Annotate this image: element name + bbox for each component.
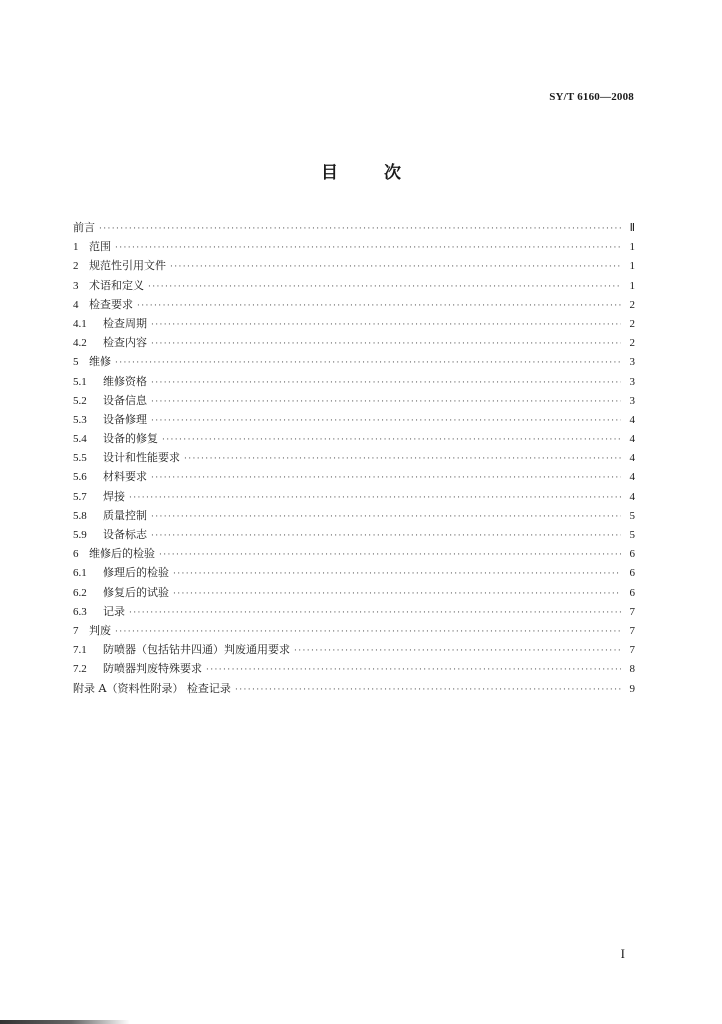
toc-entry-1[interactable] <box>73 237 635 256</box>
toc-label: 检查内容 <box>103 336 147 350</box>
toc-page: 6 <box>629 548 635 561</box>
toc-entry-4[interactable] <box>73 295 635 314</box>
toc-entry-7-1[interactable] <box>73 640 635 659</box>
toc-label: 规范性引用文件 <box>89 259 166 273</box>
toc-label: 记录 <box>103 604 125 618</box>
toc-number: 6.2 <box>73 586 87 599</box>
toc-label: 焊接 <box>103 489 125 503</box>
toc-number: 5.3 <box>73 413 87 426</box>
toc-label: 材料要求 <box>103 470 147 484</box>
toc-number: 5.5 <box>73 452 87 465</box>
toc-number: 7.1 <box>73 644 87 657</box>
toc-number: 4.2 <box>73 337 87 350</box>
toc-leader <box>173 565 621 584</box>
toc-entry-5-6[interactable] <box>73 467 635 486</box>
toc-page: 1 <box>629 279 635 292</box>
toc-number: 5.4 <box>73 433 87 446</box>
toc-leader <box>137 297 621 316</box>
toc-leader <box>173 585 621 604</box>
toc-entry-6-3[interactable] <box>73 602 635 621</box>
toc-page: 2 <box>629 298 635 311</box>
toc-leader <box>115 354 621 373</box>
toc-page: 4 <box>629 413 635 426</box>
toc-page: 4 <box>629 433 635 446</box>
toc-entry-6[interactable] <box>73 544 635 563</box>
toc-number: 5 <box>73 356 79 369</box>
toc-page: 3 <box>629 394 635 407</box>
standard-code: SY/T 6160—2008 <box>549 91 634 103</box>
toc-page: 2 <box>629 317 635 330</box>
toc-number: 3 <box>73 279 79 292</box>
toc-label: 维修后的检验 <box>89 547 155 561</box>
toc-page: 6 <box>629 586 635 599</box>
toc-label: 判废 <box>89 623 111 637</box>
toc-page: Ⅱ <box>629 222 635 234</box>
toc-entry-5-4[interactable] <box>73 429 635 448</box>
toc-entry-7[interactable] <box>73 621 635 640</box>
toc-number: 6 <box>73 548 79 561</box>
toc-leader <box>151 527 621 546</box>
toc-leader <box>206 661 621 680</box>
toc-number: 2 <box>73 260 79 273</box>
toc-page: 3 <box>629 356 635 369</box>
toc-number: 5.8 <box>73 509 87 522</box>
toc-number: 7.2 <box>73 663 87 676</box>
toc-leader <box>235 681 621 700</box>
toc-label: 防喷器判废特殊要求 <box>103 662 202 676</box>
toc-page: 5 <box>629 509 635 522</box>
toc-page: 4 <box>629 452 635 465</box>
toc-label: 检查周期 <box>103 316 147 330</box>
toc-entry-5-2[interactable] <box>73 391 635 410</box>
toc-leader <box>151 412 621 431</box>
toc-number: 6.1 <box>73 567 87 580</box>
toc-label: 范围 <box>89 240 111 254</box>
table-of-contents <box>73 218 635 698</box>
toc-entry-5-5[interactable] <box>73 448 635 467</box>
toc-label: 设备修理 <box>103 412 147 426</box>
toc-label: 附录 A（资料性附录） 检查记录 <box>73 681 231 695</box>
toc-entry-5[interactable] <box>73 352 635 371</box>
toc-page: 7 <box>629 644 635 657</box>
toc-entry-5-1[interactable] <box>73 372 635 391</box>
toc-entry-3[interactable] <box>73 276 635 295</box>
toc-leader <box>159 546 621 565</box>
toc-leader <box>129 489 621 508</box>
toc-number: 5.1 <box>73 375 87 388</box>
toc-label: 检查要求 <box>89 297 133 311</box>
toc-number: 5.9 <box>73 529 87 541</box>
toc-number: 5.7 <box>73 490 87 503</box>
toc-page: 5 <box>629 529 635 541</box>
toc-leader <box>151 335 621 354</box>
toc-leader <box>151 393 621 412</box>
toc-entry-7-2[interactable] <box>73 659 635 678</box>
toc-leader <box>162 431 621 450</box>
toc-entry-5-8[interactable] <box>73 506 635 525</box>
toc-page: 3 <box>629 375 635 388</box>
toc-number: 7 <box>73 624 79 637</box>
toc-leader <box>151 316 621 335</box>
page-title <box>0 158 722 183</box>
toc-leader <box>148 278 621 297</box>
toc-page: 7 <box>629 605 635 618</box>
toc-leader <box>151 374 621 393</box>
page-number: I <box>620 946 625 961</box>
toc-page: 8 <box>629 663 635 676</box>
toc-entry-foreword[interactable] <box>73 218 635 237</box>
toc-label: 质量控制 <box>103 508 147 522</box>
toc-number: 4 <box>73 298 79 311</box>
toc-page: 4 <box>629 471 635 484</box>
toc-label: 设备信息 <box>103 393 147 407</box>
toc-label: 术语和定义 <box>89 278 144 292</box>
toc-number: 1 <box>73 241 79 254</box>
toc-label: 设计和性能要求 <box>103 451 180 465</box>
toc-label: 设备的修复 <box>103 432 158 446</box>
toc-label: 前言 <box>73 221 95 234</box>
toc-entry-2[interactable] <box>73 256 635 275</box>
toc-leader <box>115 239 621 258</box>
toc-page: 9 <box>629 682 635 695</box>
toc-entry-5-7[interactable] <box>73 487 635 506</box>
toc-leader <box>170 258 621 277</box>
toc-label: 防喷器（包括钻井四通）判废通用要求 <box>103 643 290 657</box>
toc-entry-4-2[interactable] <box>73 333 635 352</box>
toc-number: 6.3 <box>73 605 87 618</box>
toc-label: 设备标志 <box>103 528 147 541</box>
toc-entry-appendix-a[interactable] <box>73 679 635 698</box>
toc-page: 1 <box>629 241 635 254</box>
toc-page: 4 <box>629 490 635 503</box>
toc-page: 7 <box>629 624 635 637</box>
toc-leader <box>294 642 621 661</box>
title-char-2: 次 <box>383 163 401 183</box>
title-char-1: 目 <box>321 163 339 183</box>
toc-label: 维修 <box>89 355 111 369</box>
toc-label: 修复后的试验 <box>103 585 169 599</box>
toc-leader <box>151 469 621 488</box>
toc-entry-4-1[interactable] <box>73 314 635 333</box>
toc-label: 维修资格 <box>103 374 147 388</box>
toc-number: 5.2 <box>73 394 87 407</box>
toc-page: 2 <box>629 337 635 350</box>
toc-leader <box>99 220 621 239</box>
toc-leader <box>184 450 621 469</box>
toc-label: 修理后的检验 <box>103 566 169 580</box>
toc-number: 4.1 <box>73 317 87 330</box>
toc-number: 5.6 <box>73 471 87 484</box>
toc-leader <box>151 508 621 527</box>
toc-entry-5-9[interactable] <box>73 525 635 544</box>
toc-leader <box>129 604 621 623</box>
toc-page: 6 <box>629 567 635 580</box>
toc-page: 1 <box>629 260 635 273</box>
scan-edge-artifact <box>0 1020 130 1024</box>
toc-entry-6-2[interactable] <box>73 583 635 602</box>
toc-entry-6-1[interactable] <box>73 563 635 582</box>
toc-entry-5-3[interactable] <box>73 410 635 429</box>
